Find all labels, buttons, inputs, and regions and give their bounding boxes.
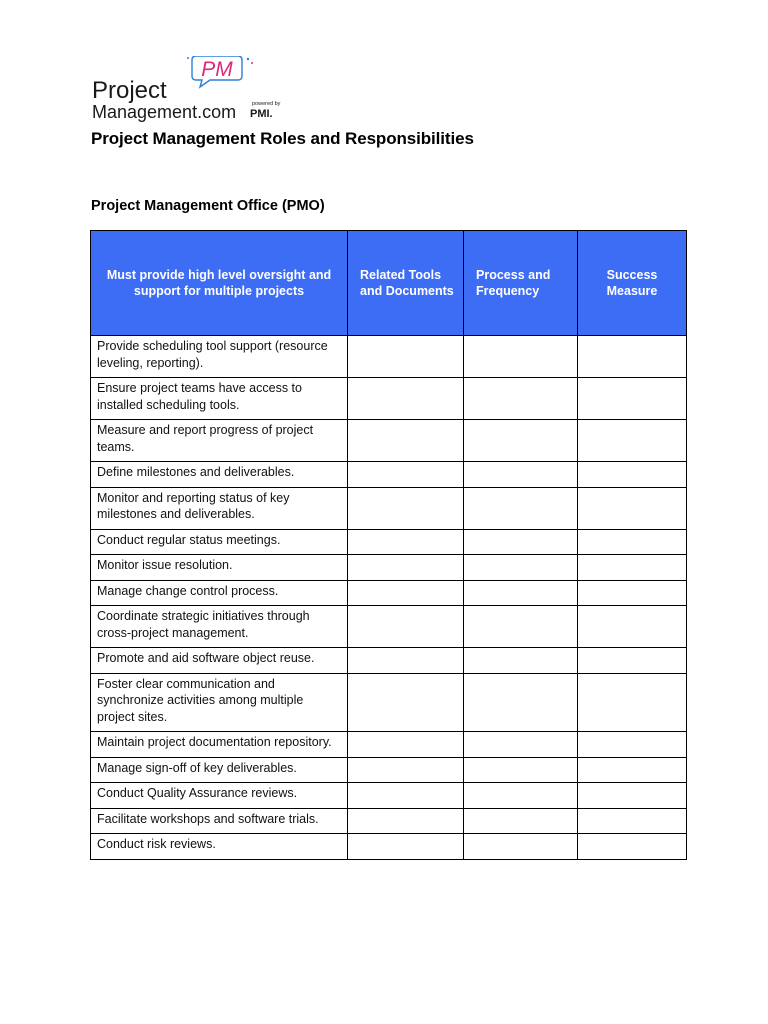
tools-cell — [348, 378, 464, 420]
process-cell — [464, 378, 578, 420]
success-cell — [578, 555, 687, 581]
process-cell — [464, 783, 578, 809]
process-cell — [464, 580, 578, 606]
logo-badge-icon — [187, 56, 253, 87]
tools-cell — [348, 606, 464, 648]
table-row — [91, 757, 687, 783]
success-cell — [578, 580, 687, 606]
process-cell — [464, 529, 578, 555]
logo-pmi: PMI. — [250, 108, 273, 120]
responsibility-cell: Facilitate workshops and software trials. — [91, 808, 348, 834]
logo-word-project: Project — [92, 77, 167, 104]
table-row — [91, 420, 687, 462]
responsibility-cell: Manage change control process. — [91, 580, 348, 606]
table-row — [91, 808, 687, 834]
tools-cell — [348, 555, 464, 581]
success-cell — [578, 487, 687, 529]
tools-cell — [348, 336, 464, 378]
table-row — [91, 487, 687, 529]
success-cell — [578, 336, 687, 378]
page-title: Project Management Roles and Responsibilities — [91, 129, 474, 148]
table-row — [91, 648, 687, 674]
table-row — [91, 673, 687, 732]
responsibility-cell: Maintain project documentation repository. — [91, 732, 348, 758]
responsibility-cell: Monitor issue resolution. — [91, 555, 348, 581]
table-row — [91, 783, 687, 809]
header-oversight: Must provide high level oversight and support for multiple projects — [91, 231, 348, 336]
process-cell — [464, 673, 578, 732]
success-cell — [578, 420, 687, 462]
logo-powered-by: powered by — [252, 101, 281, 107]
process-cell — [464, 757, 578, 783]
responsibility-cell: Conduct Quality Assurance reviews. — [91, 783, 348, 809]
process-cell — [464, 606, 578, 648]
tools-cell — [348, 420, 464, 462]
success-cell — [578, 732, 687, 758]
tools-cell — [348, 732, 464, 758]
table-header-row — [91, 231, 687, 336]
table-row — [91, 732, 687, 758]
table-header — [91, 231, 687, 336]
responsibility-cell: Monitor and reporting status of key milestones and deliverables. — [91, 487, 348, 529]
roles-table — [90, 230, 687, 860]
table-row — [91, 336, 687, 378]
responsibility-cell: Measure and report progress of project teams. — [91, 420, 348, 462]
logo-word-management: Management.com — [92, 102, 237, 122]
process-cell — [464, 732, 578, 758]
process-cell — [464, 555, 578, 581]
process-cell — [464, 487, 578, 529]
tools-cell — [348, 462, 464, 488]
table-row — [91, 529, 687, 555]
tools-cell — [348, 808, 464, 834]
tools-cell — [348, 673, 464, 732]
table-row — [91, 834, 687, 860]
success-cell — [578, 462, 687, 488]
process-cell — [464, 834, 578, 860]
success-cell — [578, 673, 687, 732]
process-cell — [464, 648, 578, 674]
responsibility-cell: Conduct risk reviews. — [91, 834, 348, 860]
tools-cell — [348, 487, 464, 529]
tools-cell — [348, 580, 464, 606]
tools-cell — [348, 834, 464, 860]
header-tools: Related Tools and Documents — [348, 231, 464, 336]
responsibility-cell: Promote and aid software object reuse. — [91, 648, 348, 674]
success-cell — [578, 529, 687, 555]
success-cell — [578, 648, 687, 674]
table-body — [91, 336, 687, 860]
process-cell — [464, 336, 578, 378]
table-row — [91, 580, 687, 606]
header-success: Success Measure — [578, 231, 687, 336]
logo — [92, 56, 292, 124]
success-cell — [578, 808, 687, 834]
tools-cell — [348, 648, 464, 674]
success-cell — [578, 783, 687, 809]
tools-cell — [348, 757, 464, 783]
process-cell — [464, 420, 578, 462]
responsibility-cell: Foster clear communication and synchronize activities among multiple project sites. — [91, 673, 348, 732]
table-row — [91, 555, 687, 581]
section-title: Project Management Office (PMO) — [91, 198, 325, 214]
table-row — [91, 606, 687, 648]
responsibility-cell: Manage sign-off of key deliverables. — [91, 757, 348, 783]
success-cell — [578, 757, 687, 783]
process-cell — [464, 462, 578, 488]
responsibility-cell: Provide scheduling tool support (resource leveling, reporting). — [91, 336, 348, 378]
responsibility-cell: Ensure project teams have access to installed scheduling tools. — [91, 378, 348, 420]
responsibility-cell: Coordinate strategic initiatives through cross-project management. — [91, 606, 348, 648]
success-cell — [578, 834, 687, 860]
table-row — [91, 378, 687, 420]
success-cell — [578, 606, 687, 648]
process-cell — [464, 808, 578, 834]
responsibility-cell: Conduct regular status meetings. — [91, 529, 348, 555]
header-process: Process and Frequency — [464, 231, 578, 336]
tools-cell — [348, 783, 464, 809]
success-cell — [578, 378, 687, 420]
tools-cell — [348, 529, 464, 555]
table-row — [91, 462, 687, 488]
responsibility-cell: Define milestones and deliverables. — [91, 462, 348, 488]
logo-badge-text: PM — [201, 58, 233, 81]
